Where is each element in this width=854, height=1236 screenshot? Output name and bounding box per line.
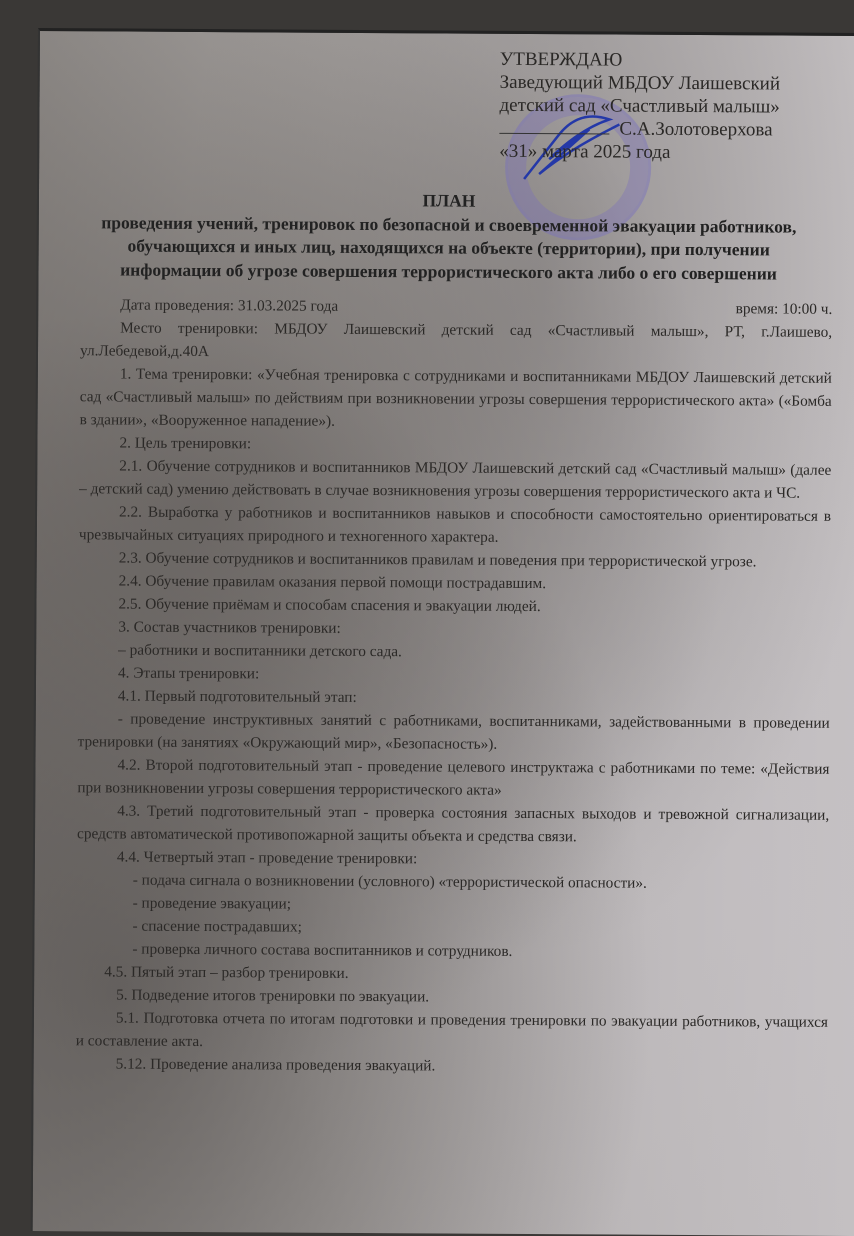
- stage4-item: - спасение пострадавших;: [132, 917, 302, 936]
- approval-heading: УТВЕРЖДАЮ: [499, 48, 623, 71]
- document-page: [31, 28, 854, 1236]
- paragraph: 5.1. Подготовка отчета по итогам подготовки и проведения тренировки по эвакуации работников, учащихся и составление акта.: [75, 1009, 828, 1051]
- document-title: [78, 187, 819, 286]
- approval-position: Заведующий МБДОУ Лаишевский: [499, 71, 781, 95]
- event-date: Дата проведения: 31.03.2025 года: [120, 296, 339, 315]
- paragraph: 4.1. Первый подготовительный этап:: [117, 687, 357, 706]
- paragraph: 2.4. Обучение правилам оказания первой помощи пострадавшим.: [118, 572, 547, 593]
- title-main: ПЛАН: [422, 190, 476, 211]
- signature-line: [499, 133, 609, 135]
- event-place: Место тренировки: МБДОУ Лаишевский детский сад «Счастливый малыш», РТ, г.Лаишево, ул.Лебедевой,д.40А: [79, 319, 833, 361]
- approval-date: «31» марта 2025 года: [499, 140, 671, 163]
- approver-name: С.А.Золотоверхова: [619, 118, 773, 141]
- title-subtitle: проведения учений, тренировок по безопасной и своевременной эвакуации работников, обучающихся и иных лиц, находящихся на объекте (территории), при получении информации об угрозе совершения террористического акта либо о его совершении: [101, 211, 797, 284]
- paragraph: - проведение инструктивных занятий с работниками, воспитанниками, задействованными в проведении тренировки (на занятиях «Окружающий мир», «Безопасность»).: [77, 710, 830, 753]
- paragraph: 4.5. Пятый этап – разбор тренировки.: [104, 963, 349, 982]
- paragraph: 5.12. Проведение анализа проведения эвакуаций.: [115, 1055, 436, 1075]
- approval-organization: детский сад «Счастливый малыш»: [499, 94, 780, 118]
- paragraph: 2.3. Обучение сотрудников и воспитанников правилам и поведения при террористической угрозе.: [118, 549, 757, 571]
- paragraph: 5. Подведение итогов тренировки по эвакуации.: [116, 986, 430, 1006]
- paragraph: 1. Тема тренировки: «Учебная тренировка с сотрудниками и воспитанниками МБДОУ Лаишевский детский сад «Счастливый малыш» по действиям при возникновении угрозы совершения террористического акта» («Бомба в здании», «Вооруженное нападение»).: [79, 365, 832, 430]
- stage4-item: - подача сигнала о возникновении (условного) «террористической опасности».: [132, 871, 647, 892]
- paragraph: 4. Этапы тренировки:: [118, 664, 260, 683]
- approval-block: [499, 48, 780, 165]
- paragraph: 2.2. Выработка у работников и воспитанников навыков и способности самостоятельно ориентироваться в чрезвычайных ситуациях природного и техногенного характера.: [78, 503, 832, 546]
- paragraph: 4.4. Четвертый этап - проведение тренировки:: [116, 848, 418, 868]
- paragraph: – работники и воспитанники детского сада.: [118, 641, 402, 661]
- paragraph: 2.5. Обучение приёмам и способам спасения и эвакуации людей.: [118, 595, 541, 616]
- document-body: [76, 293, 833, 1080]
- paragraph: 2.1. Обучение сотрудников и воспитанников МБДОУ Лаишевский детский сад «Счастливый малыш» (далее – детский сад) умению действовать в случае возникновения угрозы совершения террористического акта и ЧС.: [79, 457, 832, 502]
- paragraph: 4.2. Второй подготовительный этап - проведение целевого инструктажа с работниками по теме: «Действия при возникновении угрозы совершения террористического акта»: [77, 756, 830, 799]
- paragraph: 3. Состав участников тренировки:: [118, 618, 341, 637]
- stage4-item: - проверка личного состава воспитанников и сотрудников.: [132, 940, 513, 960]
- stage4-item: - проведение эвакуации;: [132, 894, 292, 913]
- event-time: время: 10:00 ч.: [735, 300, 833, 318]
- paragraph: 4.3. Третий подготовительный этап - проверка состояния запасных выходов и тревожной сигнализации, средств автоматической противопожарной защиты объекта и средства связи.: [77, 802, 830, 846]
- paragraph: 2. Цель тренировки:: [119, 434, 252, 453]
